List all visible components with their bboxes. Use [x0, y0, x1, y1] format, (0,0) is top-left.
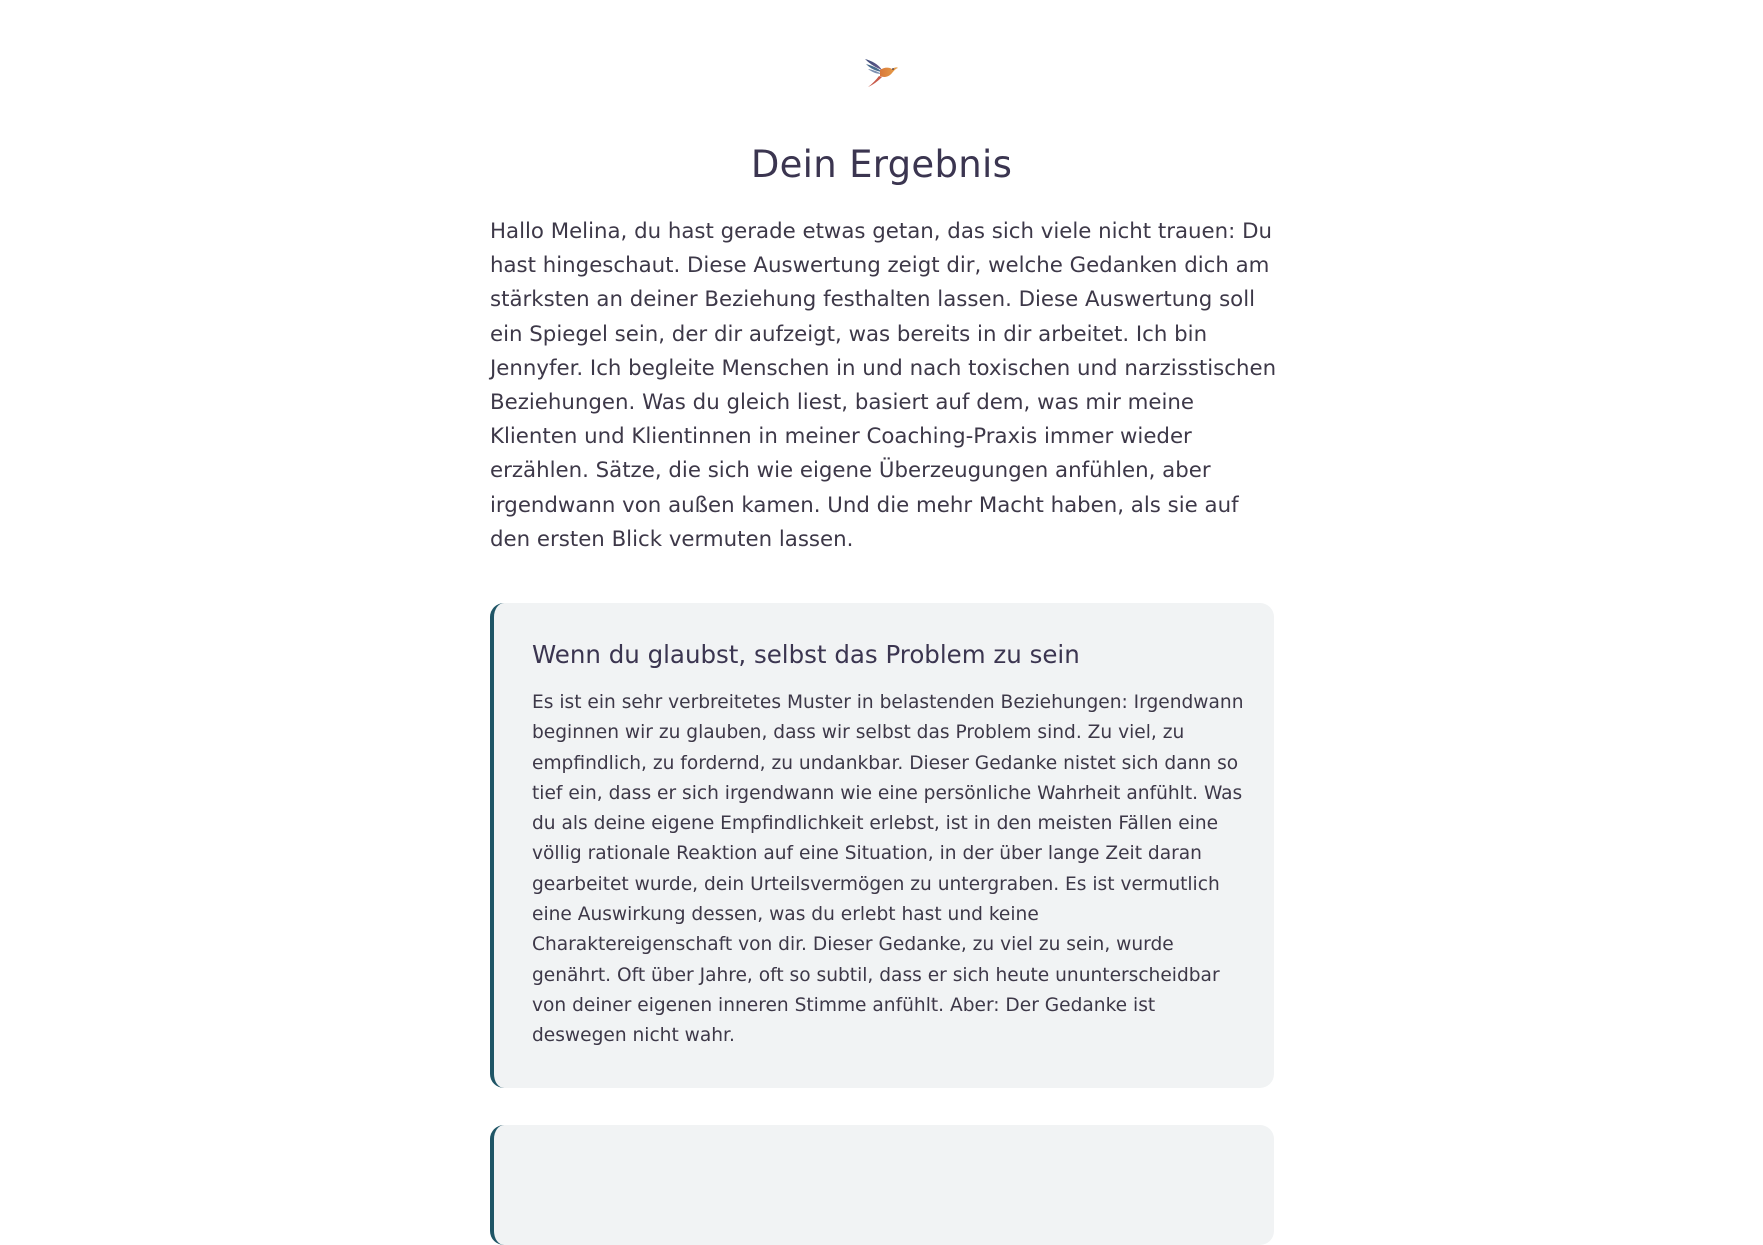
intro-text: Hallo Melina, du hast gerade etwas getan, das sich viele nicht trauen: Du hast hingeschaut. Diese Auswertung zeigt dir, welche Gedanken dich am stärksten an deiner Beziehung festhalten lassen. Diese Auswertung soll ein Spiegel sein, der dir aufzeigt, was bereits in dir arbeitet. Ich bin Jennyfer. Ich begleite Menschen in und nach toxischen und narzisstischen Beziehungen. Was du gleich liest, basiert auf dem, was mir meine Klienten und Klientinnen in meiner Coaching-Praxis immer wieder erzählen. Sätze, die sich wie eigene Überzeugungen anfühlen, aber irgendwann von außen kamen. Und die mehr Macht haben, als sie auf den ersten Blick vermuten lassen.	[490, 219, 1277, 552]
result-card-body: Es ist ein sehr verbreitetes Muster in belastenden Beziehungen: Irgendwann beginnen wir zu glauben, dass wir selbst das Problem sind. Zu viel, zu empfindlich, zu fordernd, zu undankbar. Dieser Gedanke nistet sich dann so tief ein, dass er sich irgendwann wie eine persönliche Wahrheit anfühlt. Was du als deine eigene Empfindlichkeit erlebst, ist in den meisten Fällen eine völlig rationale Reaktion auf eine Situation, in der über lange Zeit daran gearbeitet wurde, dein Urteilsvermögen zu untergraben. Es ist vermutlich eine Auswirkung dessen, was du erlebt hast und keine Charaktereigenschaft von dir. Dieser Gedanke, zu viel zu sein, wurde genährt. Oft über Jahre, oft so subtil, dass er sich heute ununterscheidbar von deiner eigenen inneren Stimme anfühlt. Aber: Der Gedanke ist deswegen nicht wahr.	[532, 692, 1244, 1047]
bird-logo-icon	[864, 56, 898, 88]
page-title: Dein Ergebnis	[750, 143, 1013, 186]
result-card-title: Wenn du glaubst, selbst das Problem zu sein	[532, 640, 1080, 669]
result-card-next	[490, 1125, 1274, 1245]
result-card	[490, 603, 1274, 1088]
